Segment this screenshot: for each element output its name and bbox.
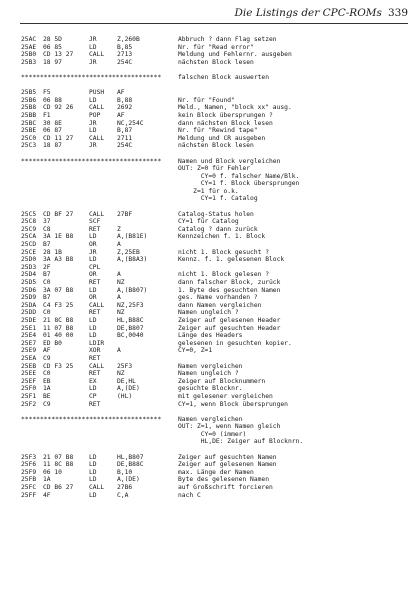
mnemonic: OR	[89, 271, 97, 279]
comment: Länge des Headers	[178, 332, 243, 340]
blank-line	[21, 82, 408, 90]
bytes: C0	[43, 370, 51, 378]
mnemonic: LD	[89, 316, 97, 324]
listing-row	[21, 294, 408, 302]
bytes: 28 5D	[43, 36, 62, 43]
listing-row	[21, 44, 408, 52]
listing-row	[21, 370, 408, 378]
mnemonic: LD	[89, 453, 97, 461]
operand: A	[117, 347, 121, 355]
address: 25D0	[21, 256, 37, 264]
comment: Catalog ? dann zurück	[178, 225, 258, 233]
asterisk-separator: *************************************	[21, 415, 162, 423]
mnemonic: LD	[89, 256, 97, 264]
mnemonic: LD	[89, 476, 97, 484]
comment: dann nächsten Block lesen	[178, 119, 273, 127]
mnemonic: LD	[89, 43, 97, 51]
comment: falschen Block auswerten	[178, 73, 269, 81]
mnemonic: POP	[89, 111, 101, 119]
comment: Kennz. f. 1. gelesenen Block	[178, 256, 285, 264]
listing-row	[21, 317, 408, 325]
bytes: CD 13 27	[43, 51, 74, 59]
blank-line	[21, 203, 408, 211]
address: 25D6	[21, 286, 37, 294]
listing-row	[21, 256, 408, 264]
listing-row	[21, 271, 408, 279]
address: 25CD	[21, 241, 37, 249]
asterisk-separator: *************************************	[21, 73, 162, 81]
mnemonic: JR	[89, 36, 97, 43]
comment: Kennzeichen f. 1. Block	[178, 233, 266, 241]
listing-row	[21, 461, 408, 469]
listing-row	[21, 279, 408, 287]
comment: Zeiger auf gelesenen Header	[178, 316, 281, 324]
address: 25F9	[21, 468, 37, 476]
operand: Z,260B	[117, 36, 140, 43]
comment: CY=1 f. Catalog	[178, 195, 258, 203]
mnemonic: LD	[89, 96, 97, 104]
bytes: C0	[43, 309, 51, 317]
address: 25EA	[21, 354, 37, 362]
comment: Z=1 für o.k.	[178, 187, 239, 195]
operand: A	[117, 294, 121, 302]
operand: Z,25EB	[117, 248, 140, 256]
address: 25C0	[21, 134, 37, 142]
operand: HL,B88C	[117, 316, 144, 324]
operand: A,(DE)	[117, 385, 140, 393]
bytes: F5	[43, 89, 51, 97]
bytes: 18 97	[43, 58, 62, 66]
blank-line	[21, 446, 408, 454]
bytes: 06 85	[43, 43, 62, 51]
address: 25E1	[21, 324, 37, 332]
listing-row	[21, 264, 408, 272]
mnemonic: OR	[89, 294, 97, 302]
section-header-row	[21, 74, 408, 82]
mnemonic: CALL	[89, 362, 105, 370]
operand: 254C	[117, 58, 133, 66]
comment: nach C	[178, 491, 201, 499]
mnemonic: CALL	[89, 134, 105, 142]
operand: 254C	[117, 142, 133, 150]
address: 25AE	[21, 43, 37, 51]
listing-row	[21, 454, 408, 462]
blank-line	[21, 408, 408, 416]
mnemonic: LD	[89, 468, 97, 476]
listing-row	[21, 173, 408, 181]
bytes: 2F	[43, 263, 51, 271]
comment: Zeiger auf gesuchten Namen	[178, 453, 277, 461]
bytes: CD B6 27	[43, 484, 74, 492]
bytes: 21 07 B8	[43, 453, 74, 461]
address: 25D9	[21, 294, 37, 302]
operand: NZ,25F3	[117, 301, 144, 309]
bytes: EB	[43, 377, 51, 385]
bytes: CD BF 27	[43, 210, 74, 218]
operand: 2713	[117, 51, 133, 59]
comment: Namen und Block vergleichen	[178, 157, 281, 165]
comment: CY=0 f. falscher Name/Blk.	[178, 172, 300, 180]
bytes: 21 8C B8	[43, 316, 74, 324]
bytes: 1A	[43, 476, 51, 484]
running-title: Die Listings der CPC-ROMs	[234, 7, 382, 19]
operand: A,(B807)	[117, 286, 148, 294]
comment: Zeiger auf Blocknummern	[178, 377, 266, 385]
listing-row	[21, 363, 408, 371]
comment: HL,DE: Zeiger auf Blocknrn.	[178, 438, 304, 446]
section-header-row	[21, 416, 408, 424]
address: 25FB	[21, 476, 37, 484]
comment: Meldung und CR ausgeben	[178, 134, 266, 142]
bytes: 1A	[43, 385, 51, 393]
address: 25BE	[21, 127, 37, 135]
listing-row	[21, 112, 408, 120]
listing-row	[21, 249, 408, 257]
listing-row	[21, 340, 408, 348]
operand: AF	[117, 111, 125, 119]
operand: DE,B88C	[117, 461, 144, 469]
listing-row	[21, 423, 408, 431]
operand: DE,HL	[117, 377, 136, 385]
address: 25F6	[21, 461, 37, 469]
mnemonic: LD	[89, 332, 97, 340]
comment: Meldung und Fehlernr. ausgeben	[178, 51, 292, 59]
address: 25C3	[21, 142, 37, 150]
address: 25B5	[21, 89, 37, 97]
comment: nächsten Block lesen	[178, 142, 254, 150]
address: 25C8	[21, 218, 37, 226]
bytes: 3A A3 B8	[43, 256, 74, 264]
listing-row	[21, 233, 408, 241]
bytes: 3A 07 B8	[43, 286, 74, 294]
comment: Byte des gelesenen Namen	[178, 476, 269, 484]
comment: Catalog-Status holen	[178, 210, 254, 218]
operand: A,(B8A3)	[117, 256, 148, 264]
address: 25D4	[21, 271, 37, 279]
mnemonic: CPL	[89, 263, 101, 271]
operand: B,85	[117, 43, 133, 51]
operand: B,87	[117, 127, 133, 135]
comment: ges. Name vorhanden ?	[178, 294, 258, 302]
listing-row	[21, 97, 408, 105]
comment: Abbruch ? dann Flag setzen	[178, 36, 277, 43]
address: 25B3	[21, 58, 37, 66]
comment: Nr. für "Found"	[178, 96, 235, 104]
comment: 1. Byte des gesuchten Namen	[178, 286, 281, 294]
comment: Namen vergleichen	[178, 362, 243, 370]
mnemonic: CALL	[89, 210, 105, 218]
comment: CY=0, Z=1	[178, 347, 213, 355]
address: 25F2	[21, 400, 37, 408]
operand: A,(B81E)	[117, 233, 148, 241]
bytes: B7	[43, 294, 51, 302]
mnemonic: PUSH	[89, 89, 105, 97]
comment: OUT: Z=1, wenn Namen gleich	[178, 423, 281, 431]
comment: nicht 1. Block gelesen ?	[178, 271, 269, 279]
bytes: 18 87	[43, 142, 62, 150]
listing-row	[21, 59, 408, 67]
listing-row	[21, 218, 408, 226]
mnemonic: XOR	[89, 347, 101, 355]
bytes: C0	[43, 279, 51, 286]
mnemonic: LD	[89, 491, 97, 499]
bytes: 11 07 B8	[43, 324, 74, 332]
operand: 25F3	[117, 362, 133, 370]
bytes: 11 8C B8	[43, 461, 74, 469]
comment: CY=1 für Catalog	[178, 218, 239, 226]
bytes: 06 87	[43, 127, 62, 135]
operand: 2711	[117, 134, 133, 142]
address: 25D3	[21, 263, 37, 271]
bytes: F1	[43, 111, 51, 119]
bytes: C9	[43, 400, 51, 408]
listing-row	[21, 195, 408, 203]
listing-row	[21, 302, 408, 310]
comment: CY=1 f. Block übersprungen	[178, 180, 300, 188]
operand: AF	[117, 89, 125, 97]
bytes: 30 8E	[43, 119, 62, 127]
address: 25CA	[21, 233, 37, 241]
address: 25DD	[21, 309, 37, 317]
listing-row	[21, 287, 408, 295]
asterisk-separator: *************************************	[21, 157, 162, 165]
address: 25FF	[21, 491, 37, 499]
comment: OUT: Z=0 für Fehler	[178, 165, 251, 173]
mnemonic: LD	[89, 385, 97, 393]
comment: kein Block übersprungen ?	[178, 111, 273, 119]
mnemonic: OR	[89, 241, 97, 249]
address: 25EB	[21, 362, 37, 370]
listing-row	[21, 180, 408, 188]
listing-row	[21, 378, 408, 386]
operand: 27B6	[117, 484, 133, 492]
mnemonic: SCF	[89, 218, 101, 226]
bytes: CD 11 27	[43, 134, 74, 142]
listing-row	[21, 127, 408, 135]
listing-row	[21, 332, 408, 340]
listing-row	[21, 165, 408, 173]
listing-row	[21, 438, 408, 446]
listing-row	[21, 135, 408, 143]
address: 25FC	[21, 484, 37, 492]
bytes: C9	[43, 354, 51, 362]
listing-row	[21, 469, 408, 477]
mnemonic: LD	[89, 286, 97, 294]
address: 25C5	[21, 210, 37, 218]
address: 25BC	[21, 119, 37, 127]
listing-row	[21, 226, 408, 234]
operand: NC,254C	[117, 119, 144, 127]
comment: dann Namen vergleichen	[178, 301, 262, 309]
listing-row	[21, 492, 408, 500]
listing-row	[21, 188, 408, 196]
operand: A,(DE)	[117, 476, 140, 484]
mnemonic: LDIR	[89, 339, 105, 347]
mnemonic: CALL	[89, 301, 105, 309]
bytes: B7	[43, 271, 51, 279]
mnemonic: CALL	[89, 104, 105, 112]
listing-row	[21, 89, 408, 97]
comment: mit gelesener vergleichen	[178, 392, 273, 400]
address: 25C9	[21, 225, 37, 233]
operand: HL,B807	[117, 453, 144, 461]
blank-line	[21, 150, 408, 158]
mnemonic: RET	[89, 400, 101, 408]
header-rule	[20, 23, 408, 24]
listing-row	[21, 104, 408, 112]
comment: max. Länge der Namen	[178, 468, 254, 476]
mnemonic: RET	[89, 370, 101, 378]
running-header	[234, 7, 408, 19]
bytes: 3A 1E B8	[43, 233, 74, 241]
comment: Nr. für "Rewind tape"	[178, 127, 258, 135]
listing-row	[21, 484, 408, 492]
address: 25F0	[21, 385, 37, 393]
operand: Z	[117, 225, 121, 233]
bytes: 06 10	[43, 468, 62, 476]
address: 25F3	[21, 453, 37, 461]
comment: nächsten Block lesen	[178, 58, 254, 66]
mnemonic: JR	[89, 119, 97, 127]
operand: 2692	[117, 104, 133, 112]
listing-row	[21, 393, 408, 401]
operand: A	[117, 271, 121, 279]
mnemonic: RET	[89, 225, 101, 233]
address: 25F1	[21, 392, 37, 400]
bytes: 4F	[43, 491, 51, 499]
address: 25E9	[21, 347, 37, 355]
bytes: B7	[43, 241, 51, 249]
mnemonic: RET	[89, 309, 101, 317]
comment: auf Großschrift forcieren	[178, 484, 273, 492]
operand: C,A	[117, 491, 129, 499]
mnemonic: LD	[89, 127, 97, 135]
address: 25BB	[21, 111, 37, 119]
bytes: C8	[43, 225, 51, 233]
comment: nicht 1. Block gesucht ?	[178, 248, 269, 256]
mnemonic: EX	[89, 377, 97, 385]
bytes: 01 40 00	[43, 332, 74, 340]
operand: BC,0040	[117, 332, 144, 340]
comment: Namen ungleich ?	[178, 309, 239, 317]
listing-row	[21, 401, 408, 409]
section-header-row	[21, 158, 408, 166]
operand: NZ	[117, 309, 125, 317]
bytes: AF	[43, 347, 51, 355]
listing-row	[21, 241, 408, 249]
mnemonic: CALL	[89, 51, 105, 59]
mnemonic: LD	[89, 461, 97, 469]
comment: Namen vergleichen	[178, 415, 243, 423]
assembly-listing	[21, 36, 408, 499]
operand: A	[117, 241, 121, 249]
listing-row	[21, 309, 408, 317]
listing-row	[21, 385, 408, 393]
blank-line	[21, 66, 408, 74]
comment: Zeiger auf gelesenen Namen	[178, 461, 277, 469]
listing-row	[21, 120, 408, 128]
operand: B,10	[117, 468, 133, 476]
listing-row	[21, 355, 408, 363]
listing-row	[21, 325, 408, 333]
comment: dann falscher Block, zurück	[178, 279, 281, 286]
mnemonic: JR	[89, 248, 97, 256]
bytes: CD F3 25	[43, 362, 74, 370]
listing-row	[21, 36, 408, 44]
address: 25D5	[21, 279, 37, 286]
operand: (HL)	[117, 392, 133, 400]
bytes: ED B0	[43, 339, 62, 347]
comment: Meld., Namen, "block xx" ausg.	[178, 104, 292, 112]
comment: Zeiger auf gesuchten Header	[178, 324, 281, 332]
mnemonic: LD	[89, 324, 97, 332]
address: 25B0	[21, 51, 37, 59]
listing-row	[21, 51, 408, 59]
bytes: 28 1B	[43, 248, 62, 256]
mnemonic: JR	[89, 142, 97, 150]
operand: NZ	[117, 370, 125, 378]
address: 25E4	[21, 332, 37, 340]
operand: 27BF	[117, 210, 133, 218]
bytes: C4 F3 25	[43, 301, 74, 309]
listing-row	[21, 476, 408, 484]
listing-row	[21, 347, 408, 355]
page-number: 339	[387, 7, 408, 19]
comment: Nr. für "Read error"	[178, 43, 254, 51]
bytes: BE	[43, 392, 51, 400]
address: 25EE	[21, 370, 37, 378]
address: 25CE	[21, 248, 37, 256]
address: 25B6	[21, 96, 37, 104]
bytes: CD 92 26	[43, 104, 74, 112]
address: 25AC	[21, 36, 37, 43]
operand: DE,B807	[117, 324, 144, 332]
mnemonic: RET	[89, 279, 101, 286]
mnemonic: RET	[89, 354, 101, 362]
bytes: 06 88	[43, 96, 62, 104]
bytes: 37	[43, 218, 51, 226]
listing-row	[21, 211, 408, 219]
mnemonic: CP	[89, 392, 97, 400]
address: 25DA	[21, 301, 37, 309]
address: 25E7	[21, 339, 37, 347]
mnemonic: LD	[89, 233, 97, 241]
comment: CY=0 (immer)	[178, 430, 247, 438]
operand: NZ	[117, 279, 125, 286]
mnemonic: JR	[89, 58, 97, 66]
comment: Namen ungleich ?	[178, 370, 239, 378]
mnemonic: CALL	[89, 484, 105, 492]
listing-row	[21, 142, 408, 150]
address: 25DE	[21, 316, 37, 324]
comment: gesuchte Blocknr.	[178, 385, 243, 393]
address: 25B8	[21, 104, 37, 112]
comment: CY=1, wenn Block übersprungen	[178, 400, 288, 408]
address: 25EF	[21, 377, 37, 385]
listing-row	[21, 431, 408, 439]
comment: gelesenen in gesuchten kopier.	[178, 339, 292, 347]
operand: B,88	[117, 96, 133, 104]
